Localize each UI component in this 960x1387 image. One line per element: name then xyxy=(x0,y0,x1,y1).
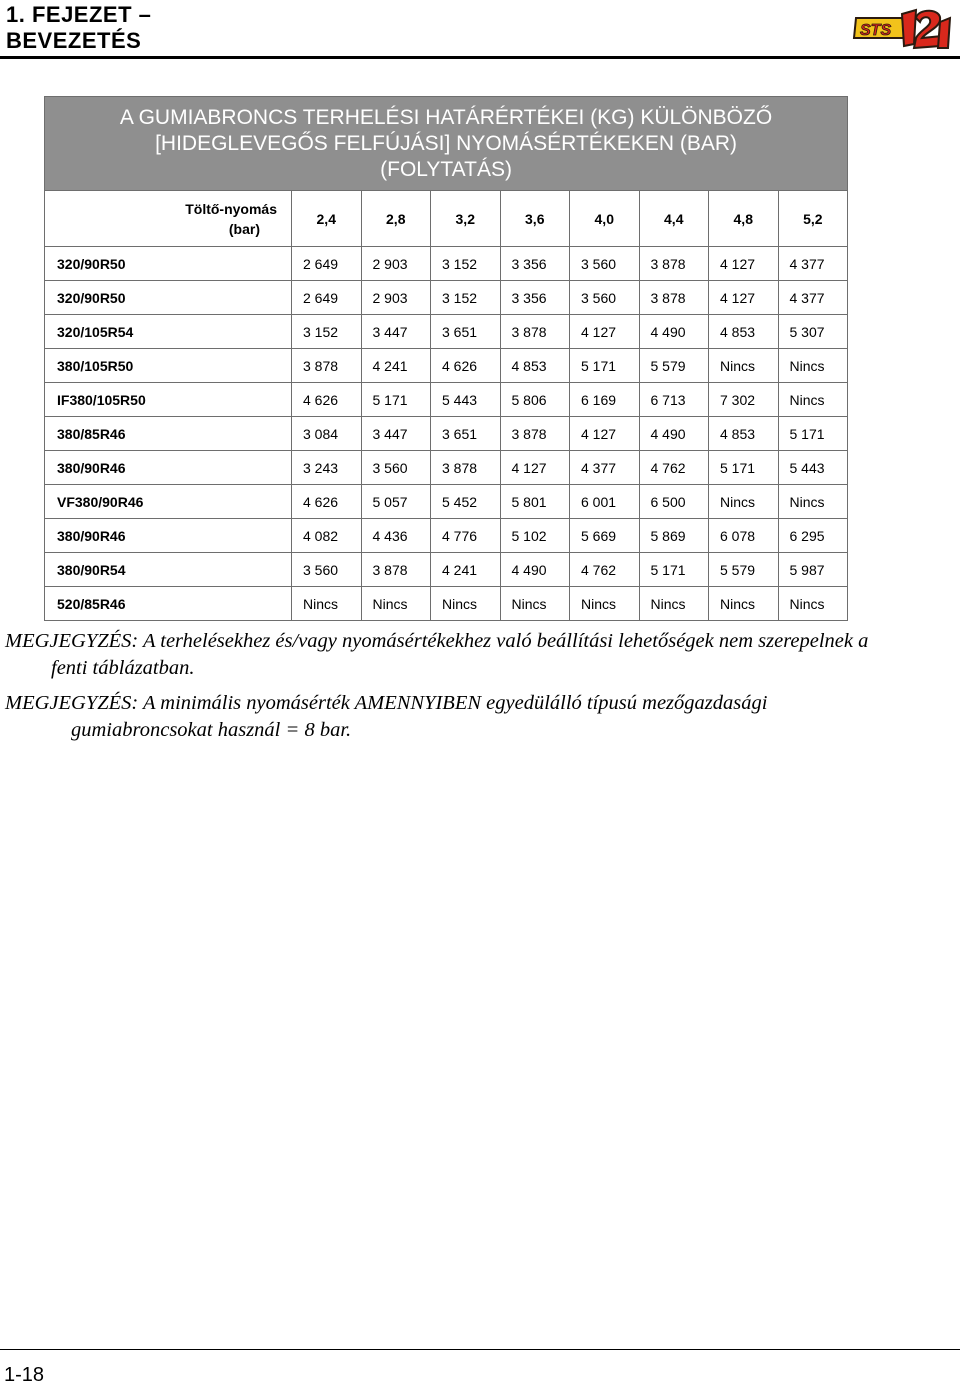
page-number: 1-18 xyxy=(4,1364,45,1386)
pressure-header-row xyxy=(45,191,848,247)
load-value-cell: 4 127 xyxy=(570,315,640,349)
table-row xyxy=(45,451,848,485)
load-value-cell: Nincs xyxy=(778,485,848,519)
load-value-cell: Nincs xyxy=(292,587,362,621)
load-value-cell: Nincs xyxy=(709,349,779,383)
table-title-line: (FOLYTATÁS) xyxy=(380,157,512,181)
load-value-cell: 5 579 xyxy=(639,349,709,383)
load-value-cell: 5 801 xyxy=(500,485,570,519)
table-row xyxy=(45,553,848,587)
tire-size-cell: 320/105R54 xyxy=(45,315,292,349)
load-value-cell: Nincs xyxy=(361,587,431,621)
table-row xyxy=(45,349,848,383)
load-value-cell: 6 169 xyxy=(570,383,640,417)
load-value-cell: 4 776 xyxy=(431,519,501,553)
load-value-cell: 4 490 xyxy=(500,553,570,587)
load-value-cell: 4 436 xyxy=(361,519,431,553)
load-value-cell: 3 152 xyxy=(292,315,362,349)
load-value-cell: 5 307 xyxy=(778,315,848,349)
load-value-cell: 4 490 xyxy=(639,315,709,349)
pressure-header-cell: 5,2 xyxy=(778,191,848,247)
note-minimum-pressure xyxy=(5,690,960,744)
tire-size-cell: 380/90R54 xyxy=(45,553,292,587)
pressure-label-cell xyxy=(45,191,292,247)
table-row xyxy=(45,519,848,553)
load-value-cell: 6 500 xyxy=(639,485,709,519)
load-value-cell: Nincs xyxy=(431,587,501,621)
load-value-cell: 3 878 xyxy=(292,349,362,383)
tire-size-cell: 380/90R46 xyxy=(45,451,292,485)
load-value-cell: 4 127 xyxy=(709,247,779,281)
tire-size-cell: 320/90R50 xyxy=(45,281,292,315)
chapter-title xyxy=(6,2,151,54)
load-value-cell: 4 626 xyxy=(292,485,362,519)
load-value-cell: 5 057 xyxy=(361,485,431,519)
tire-size-cell: VF380/90R46 xyxy=(45,485,292,519)
load-value-cell: 3 878 xyxy=(361,553,431,587)
pressure-header-cell: 4,8 xyxy=(709,191,779,247)
tire-size-cell: 380/85R46 xyxy=(45,417,292,451)
load-value-cell: 5 669 xyxy=(570,519,640,553)
table-title-line: A GUMIABRONCS TERHELÉSI HATÁRÉRTÉKEI (KG) KÜLÖNBÖZŐ xyxy=(119,105,773,129)
pressure-header-cell: 3,2 xyxy=(431,191,501,247)
footer-rule xyxy=(0,1349,960,1350)
load-value-cell: 2 649 xyxy=(292,247,362,281)
pressure-header-cell: 2,8 xyxy=(361,191,431,247)
load-value-cell: 4 853 xyxy=(709,315,779,349)
load-value-cell: 3 243 xyxy=(292,451,362,485)
load-value-cell: 3 447 xyxy=(361,315,431,349)
load-value-cell: Nincs xyxy=(778,587,848,621)
load-value-cell: 4 490 xyxy=(639,417,709,451)
load-value-cell: 3 651 xyxy=(431,315,501,349)
load-value-cell: 3 878 xyxy=(431,451,501,485)
load-value-cell: 6 078 xyxy=(709,519,779,553)
load-value-cell: 4 082 xyxy=(292,519,362,553)
load-value-cell: 5 452 xyxy=(431,485,501,519)
load-value-cell: Nincs xyxy=(570,587,640,621)
load-value-cell: 4 241 xyxy=(431,553,501,587)
load-value-cell: 4 377 xyxy=(570,451,640,485)
load-value-cell: 3 356 xyxy=(500,247,570,281)
svg-text:STS: STS xyxy=(860,22,892,39)
pressure-header-cell: 4,0 xyxy=(570,191,640,247)
table-row xyxy=(45,247,848,281)
note-line: fenti táblázatban. xyxy=(51,657,195,679)
load-value-cell: 3 152 xyxy=(431,281,501,315)
load-value-cell: Nincs xyxy=(500,587,570,621)
load-value-cell: 4 127 xyxy=(500,451,570,485)
load-value-cell: 6 713 xyxy=(639,383,709,417)
load-value-cell: 4 377 xyxy=(778,247,848,281)
load-value-cell: 4 626 xyxy=(431,349,501,383)
tire-size-cell: 380/105R50 xyxy=(45,349,292,383)
load-value-cell: 4 626 xyxy=(292,383,362,417)
load-value-cell: 2 649 xyxy=(292,281,362,315)
sts-121-logo xyxy=(850,8,954,50)
load-value-cell: 3 560 xyxy=(570,247,640,281)
table-row xyxy=(45,587,848,621)
load-value-cell: 5 443 xyxy=(431,383,501,417)
load-value-cell: 3 560 xyxy=(292,553,362,587)
header-rule xyxy=(0,56,960,59)
table-title-line: [HIDEGLEVEGŐS FELFÚJÁSI] NYOMÁSÉRTÉKEKEN (BAR) xyxy=(155,131,737,155)
load-value-cell: 3 560 xyxy=(570,281,640,315)
load-value-cell: 5 806 xyxy=(500,383,570,417)
load-value-cell: 4 127 xyxy=(570,417,640,451)
table-row xyxy=(45,281,848,315)
load-value-cell: 5 102 xyxy=(500,519,570,553)
load-value-cell: 5 579 xyxy=(709,553,779,587)
load-value-cell: 4 241 xyxy=(361,349,431,383)
tire-size-cell: IF380/105R50 xyxy=(45,383,292,417)
load-value-cell: Nincs xyxy=(639,587,709,621)
load-value-cell: 5 171 xyxy=(709,451,779,485)
load-value-cell: 5 171 xyxy=(570,349,640,383)
load-value-cell: 4 762 xyxy=(639,451,709,485)
load-value-cell: 3 878 xyxy=(639,247,709,281)
load-limits-table xyxy=(44,96,848,621)
load-value-cell: 3 878 xyxy=(500,315,570,349)
load-value-cell: Nincs xyxy=(778,349,848,383)
load-value-cell: 7 302 xyxy=(709,383,779,417)
load-value-cell: Nincs xyxy=(709,587,779,621)
load-value-cell: 5 171 xyxy=(778,417,848,451)
table-row xyxy=(45,383,848,417)
note-line: MEGJEGYZÉS: A terhelésekhez és/vagy nyomásértékekhez való beállítási lehetőségek nem szerepelnek a xyxy=(5,630,869,652)
table-row xyxy=(45,485,848,519)
table-title xyxy=(45,97,848,191)
load-value-cell: 4 853 xyxy=(500,349,570,383)
chapter-title-line1: 1. FEJEZET – xyxy=(6,2,152,27)
load-value-cell: 6 001 xyxy=(570,485,640,519)
load-value-cell: 3 447 xyxy=(361,417,431,451)
load-value-cell: 4 853 xyxy=(709,417,779,451)
note-line: gumiabroncsokat használ = 8 bar. xyxy=(71,719,352,741)
load-value-cell: 5 443 xyxy=(778,451,848,485)
pressure-header-cell: 3,6 xyxy=(500,191,570,247)
chapter-title-line2: BEVEZETÉS xyxy=(6,28,142,53)
table-body xyxy=(45,247,848,621)
load-value-cell: 3 356 xyxy=(500,281,570,315)
load-value-cell: 5 987 xyxy=(778,553,848,587)
load-value-cell: 5 171 xyxy=(361,383,431,417)
load-value-cell: 2 903 xyxy=(361,247,431,281)
pressure-header-cell: 4,4 xyxy=(639,191,709,247)
load-value-cell: 3 560 xyxy=(361,451,431,485)
tire-size-cell: 380/90R46 xyxy=(45,519,292,553)
table-row xyxy=(45,315,848,349)
load-value-cell: Nincs xyxy=(709,485,779,519)
note-settings xyxy=(5,628,960,682)
table-row xyxy=(45,417,848,451)
load-value-cell: 4 762 xyxy=(570,553,640,587)
load-value-cell: 3 651 xyxy=(431,417,501,451)
load-value-cell: 3 878 xyxy=(500,417,570,451)
pressure-unit: (bar) xyxy=(228,220,260,237)
load-value-cell: Nincs xyxy=(778,383,848,417)
load-value-cell: 5 171 xyxy=(639,553,709,587)
load-value-cell: 3 084 xyxy=(292,417,362,451)
pressure-label: Töltő-nyomás xyxy=(185,200,277,217)
tire-size-cell: 320/90R50 xyxy=(45,247,292,281)
load-value-cell: 5 869 xyxy=(639,519,709,553)
note-line: MEGJEGYZÉS: A minimális nyomásérték AMENNYIBEN egyedülálló típusú mezőgazdasági xyxy=(5,692,768,714)
load-value-cell: 6 295 xyxy=(778,519,848,553)
load-value-cell: 2 903 xyxy=(361,281,431,315)
tire-size-cell: 520/85R46 xyxy=(45,587,292,621)
load-value-cell: 4 127 xyxy=(709,281,779,315)
pressure-header-cell: 2,4 xyxy=(292,191,362,247)
load-value-cell: 4 377 xyxy=(778,281,848,315)
load-value-cell: 3 152 xyxy=(431,247,501,281)
load-value-cell: 3 878 xyxy=(639,281,709,315)
